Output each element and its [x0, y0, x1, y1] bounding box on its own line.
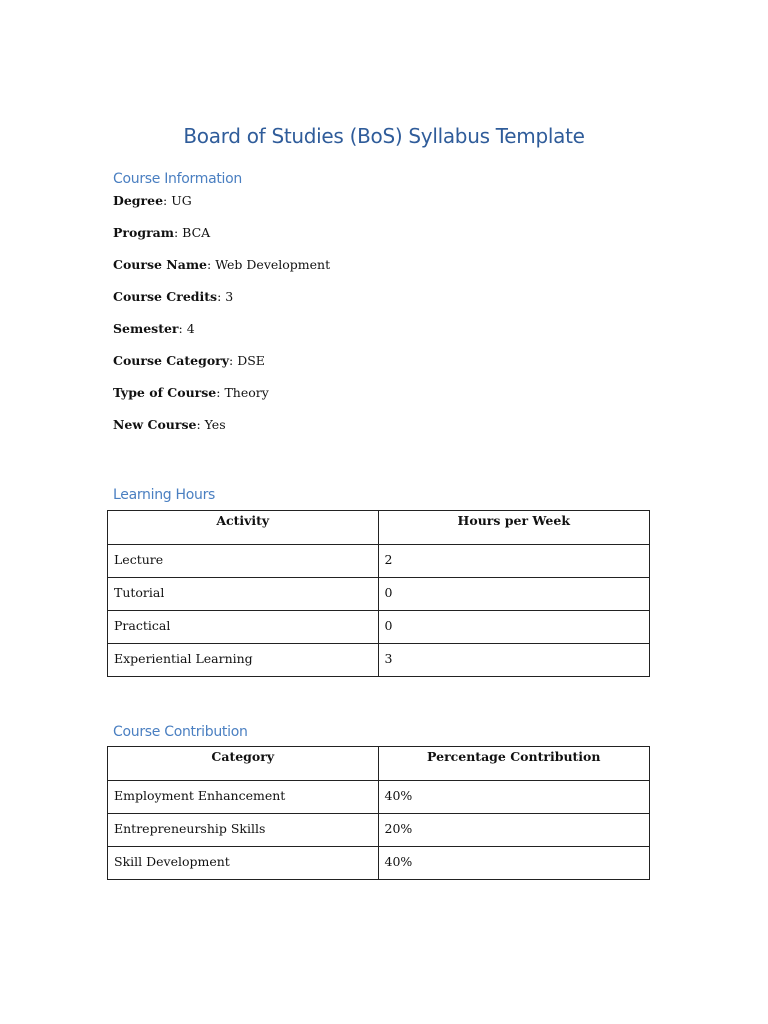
column-header: Hours per Week	[378, 511, 649, 545]
table-cell: 20%	[378, 814, 649, 847]
info-value: DSE	[237, 353, 265, 368]
table-row	[108, 644, 650, 677]
table-cell: Entrepreneurship Skills	[108, 814, 379, 847]
table-row	[108, 611, 650, 644]
table-cell: 2	[378, 545, 649, 578]
table-cell: 3	[378, 644, 649, 677]
info-row-type-of-course: Type of Course: Theory	[113, 385, 269, 400]
info-label: New Course	[113, 417, 197, 432]
info-value: 3	[225, 289, 234, 304]
info-label: Semester	[113, 321, 179, 336]
info-row-semester: Semester: 4	[113, 321, 195, 336]
info-label: Program	[113, 225, 174, 240]
table-cell: 40%	[378, 847, 649, 880]
info-value: UG	[171, 193, 192, 208]
info-row-degree: Degree: UG	[113, 193, 192, 208]
info-label: Course Credits	[113, 289, 218, 304]
info-label: Course Name	[113, 257, 208, 272]
table-cell: Skill Development	[108, 847, 379, 880]
info-value: Theory	[224, 385, 269, 400]
table-cell: Tutorial	[108, 578, 379, 611]
course-contribution-heading: Course Contribution	[113, 724, 248, 740]
info-value: 4	[186, 321, 195, 336]
info-row-course-credits: Course Credits: 3	[113, 289, 234, 304]
info-label: Degree	[113, 193, 164, 208]
table-cell: 0	[378, 578, 649, 611]
table-row	[108, 545, 650, 578]
info-row-new-course: New Course: Yes	[113, 417, 226, 432]
learning-hours-heading: Learning Hours	[113, 487, 216, 503]
table-row	[108, 578, 650, 611]
info-row-course-name: Course Name: Web Development	[113, 257, 331, 272]
table-header-row	[108, 747, 650, 781]
info-label: Type of Course	[113, 385, 217, 400]
info-value: Yes	[204, 417, 226, 432]
page-title: Board of Studies (BoS) Syllabus Template	[183, 124, 585, 148]
learning-hours-table	[107, 510, 650, 677]
table-row	[108, 814, 650, 847]
course-contribution-table	[107, 746, 650, 880]
table-cell: Lecture	[108, 545, 379, 578]
table-cell: Experiential Learning	[108, 644, 379, 677]
info-row-course-category: Course Category: DSE	[113, 353, 265, 368]
info-value: Web Development	[215, 257, 331, 272]
table-cell: 40%	[378, 781, 649, 814]
table-header-row	[108, 511, 650, 545]
table-cell: 0	[378, 611, 649, 644]
table-row	[108, 781, 650, 814]
course-information-heading: Course Information	[113, 171, 242, 187]
column-header: Category	[108, 747, 379, 781]
table-row	[108, 847, 650, 880]
table-cell: Practical	[108, 611, 379, 644]
table-cell: Employment Enhancement	[108, 781, 379, 814]
info-row-program: Program: BCA	[113, 225, 211, 240]
column-header: Activity	[108, 511, 379, 545]
info-value: BCA	[182, 225, 211, 240]
info-label: Course Category	[113, 353, 230, 368]
column-header: Percentage Contribution	[378, 747, 649, 781]
